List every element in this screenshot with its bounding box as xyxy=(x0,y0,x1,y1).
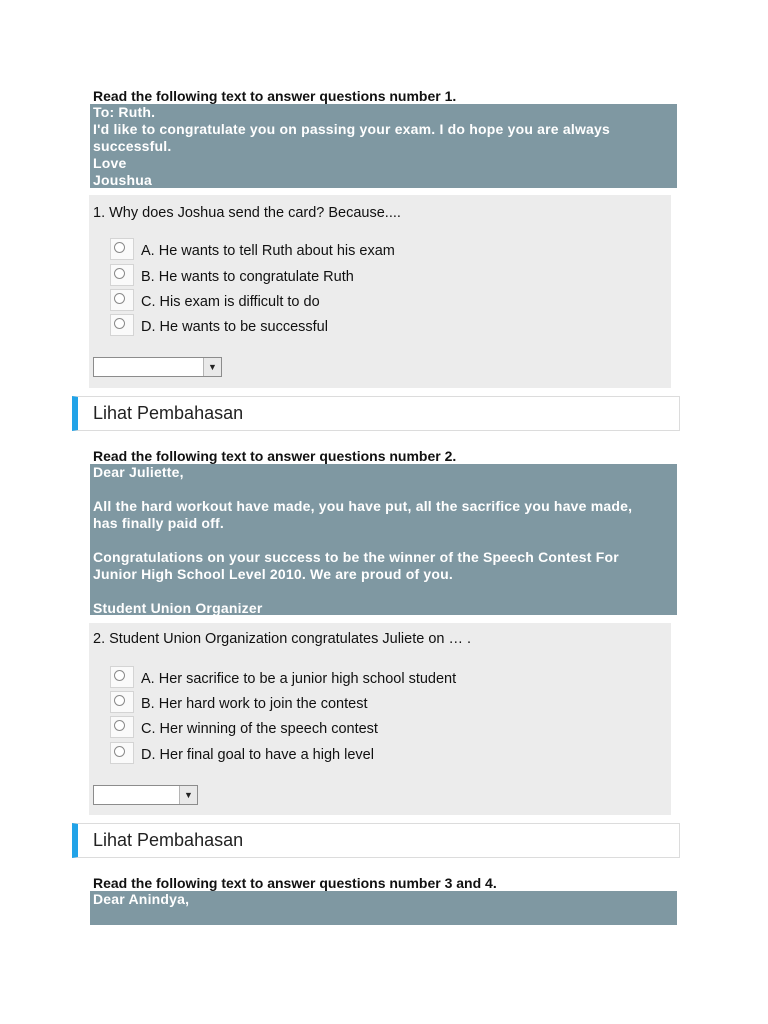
radio-button[interactable] xyxy=(110,314,134,336)
instruction-1: Read the following text to answer questions number 1. xyxy=(93,88,457,104)
question-box-1 xyxy=(89,195,671,388)
card-line: Dear Juliette, xyxy=(93,464,184,480)
option-label: A. Her sacrifice to be a junior high school student xyxy=(141,671,457,687)
card-line: Junior High School Level 2010. We are proud of you. xyxy=(93,566,454,582)
question-text-1: 1. Why does Joshua send the card? Because.... xyxy=(93,205,401,221)
greeting-card-1 xyxy=(90,104,677,188)
chevron-down-icon[interactable]: ▼ xyxy=(179,786,197,804)
card-line xyxy=(93,481,674,498)
card-line: Love xyxy=(93,155,127,171)
radio-button[interactable] xyxy=(110,742,134,764)
option-label: B. Her hard work to join the contest xyxy=(141,696,368,712)
card-line: All the hard workout have made, you have put, all the sacrifice you have made, xyxy=(93,498,633,514)
option-label: C. Her winning of the speech contest xyxy=(141,721,378,737)
radio-button[interactable] xyxy=(110,666,134,688)
radio-button[interactable] xyxy=(110,691,134,713)
chevron-down-icon[interactable]: ▼ xyxy=(203,358,221,376)
discussion-button-1[interactable] xyxy=(72,396,680,431)
answer-select[interactable] xyxy=(93,357,222,377)
card-line xyxy=(93,583,674,600)
discussion-label: Lihat Pembahasan xyxy=(93,403,244,423)
discussion-button-2[interactable] xyxy=(72,823,680,858)
card-line: Congratulations on your success to be the winner of the Speech Contest For xyxy=(93,549,619,565)
discussion-label: Lihat Pembahasan xyxy=(93,830,244,850)
card-line xyxy=(93,532,674,549)
card-line: I'd like to congratulate you on passing your exam. I do hope you are always xyxy=(93,121,611,137)
option-label: D. Her final goal to have a high level xyxy=(141,747,374,763)
radio-button[interactable] xyxy=(110,289,134,311)
radio-button[interactable] xyxy=(110,716,134,738)
question-text-2: 2. Student Union Organization congratulates Juliete on … . xyxy=(93,631,472,647)
option-label: B. He wants to congratulate Ruth xyxy=(141,269,354,285)
answer-select[interactable] xyxy=(93,785,198,805)
question-box-2 xyxy=(89,623,671,815)
option-label: A. He wants to tell Ruth about his exam xyxy=(141,243,395,259)
card-line: Joushua xyxy=(93,172,152,188)
option-label: C. His exam is difficult to do xyxy=(141,294,320,310)
radio-button[interactable] xyxy=(110,264,134,286)
greeting-card-3 xyxy=(90,891,677,925)
instruction-3: Read the following text to answer questions number 3 and 4. xyxy=(93,875,497,891)
greeting-card-2 xyxy=(90,464,677,615)
card-line: Dear Anindya, xyxy=(93,891,190,907)
instruction-2: Read the following text to answer questions number 2. xyxy=(93,448,457,464)
card-line: has finally paid off. xyxy=(93,515,224,531)
option-label: D. He wants to be successful xyxy=(141,319,328,335)
card-line: successful. xyxy=(93,138,172,154)
radio-button[interactable] xyxy=(110,238,134,260)
card-line: Student Union Organizer xyxy=(93,600,263,616)
card-line: To: Ruth. xyxy=(93,104,156,120)
